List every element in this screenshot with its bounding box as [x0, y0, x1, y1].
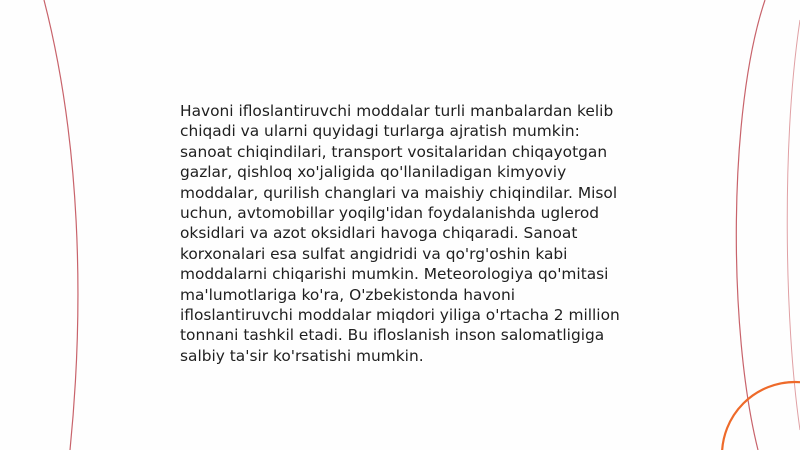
right-secondary-arc [787, 20, 800, 430]
body-paragraph: Havoni ifloslantiruvchi moddalar turli manbalardan kelib chiqadi va ularni quyidagi turlarga ajratish mumkin: sanoat chiqindilari, transport vositalaridan chiqayotgan gazlar, qishloq xo'jaligida qo'llaniladigan kimyoviy moddalar, qurilish changlari va maishiy chiqindilar. Misol uchun, avtomobillar yoqilg'idan foydalanishda uglerod oksidlari va azot oksidlari havoga chiqaradi. Sanoat korxonalari esa sulfat angidridi va qo'rg'oshin kabi moddalarni chiqarishi mumkin. Meteorologiya qo'mitasi ma'lumotlariga ko'ra, O'zbekistonda havoni ifloslantiruvchi moddalar miqdori yiliga o'rtacha 2 million tonnani tashkil etadi. Bu ifloslanish inson salomatligiga salbiy ta'sir ko'rsatishi mumkin. [180, 102, 620, 365]
right-decorative-arc [736, 0, 765, 450]
left-decorative-arc [44, 0, 78, 450]
orange-circle-arc [722, 382, 800, 450]
